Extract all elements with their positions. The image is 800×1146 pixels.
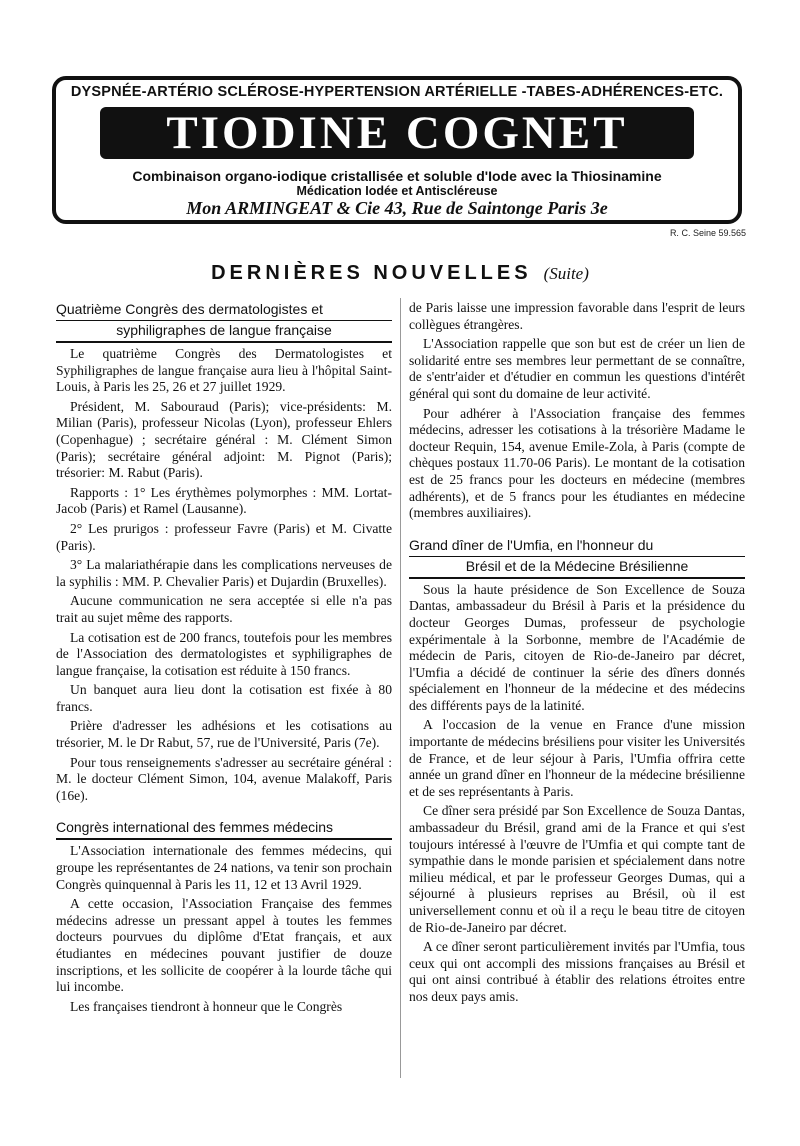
paragraph: Un banquet aura lieu dont la cotisation est fixée à 80 francs. (56, 682, 392, 714)
article-title-line: Quatrième Congrès des dermatologistes et (56, 300, 392, 321)
paragraph: Ce dîner sera présidé par Son Excellence de Souza Dantas, ambassadeur du Brésil, grand ami de la France et qui s'est toujours intéressé à l'œuvre de l'Umfia et qui compte tant de sympathie dans le monde parisien et spécialement dans notre milieu médical, et par le professeur Georges Dumas, qui a séjourné à plusieurs reprises au Brésil, où il est universellement connu et où il a reçu le beau titre de citoyen de Rio-de-Janeiro par décret. (409, 803, 745, 935)
paragraph: Les françaises tiendront à honneur que le Congrès (70, 998, 343, 1014)
paragraph: Pour tous renseignements s'adresser au secrétaire général : M. le docteur Clément Simon, 104, avenue Malakoff, Paris (16e). (56, 754, 392, 803)
paragraph: L'Association internationale des femmes médecins, qui groupe les représentantes de 24 nations, va tenir son prochain Congrès quinquennal à Paris les 11, 12 et 13 Avril 1929. (56, 843, 392, 892)
paragraph: Le quatrième Congrès des Dermatologistes et Syphiligraphes de langue française aura lieu à l'hôpital Saint-Louis, à Paris les 25, 26 et 27 juillet 1929. (56, 346, 392, 395)
left-column (56, 300, 392, 1018)
right-column (409, 300, 745, 1009)
section-title: DERNIÈRES NOUVELLES (211, 262, 532, 284)
ad-brand-name: TIODINE COGNET (100, 107, 694, 159)
paragraph: Sous la haute présidence de Son Excellence de Souza Dantas, ambassadeur du Brésil à Paris et la présidence du docteur Georges Dumas, professeur de psychologie expérimentale à la Sorbonne, membre de l'Académie de médecin de Paris, citoyen de Rio-de-Janeiro par décret, l'Umfia a décidé de continuer la série des dîners donnés spécialement en l'honneur de la médecine et des médecins des différents pays de la latinité. (409, 581, 745, 713)
paragraph: Président, M. Sabouraud (Paris); vice-présidents: M. Milian (Paris), professeur Nicolas (Lyon), professeur Ehlers (Copenhague) ; secrétaire général : M. Clément Simon (Paris); secrétaire général adjoint: M. Pignot (Paris); trésorier: M. Rabut (Paris). (56, 398, 392, 481)
article-title-line: Grand dîner de l'Umfia, en l'honneur du (409, 536, 745, 557)
paragraph: A ce dîner seront particulièrement invités par l'Umfia, tous ceux qui ont accompli des missions françaises au Brésil et qui ont ainsi contribué à établir des relations étroites entre nos deux pays amis. (409, 939, 745, 1004)
section-suite: (Suite) (543, 264, 589, 283)
paragraph: Aucune communication ne sera acceptée si elle n'a pas trait au sujet même des rapports. (56, 593, 392, 625)
column-divider (400, 298, 401, 1078)
paragraph: Prière d'adresser les adhésions et les cotisations au trésorier, M. le Dr Rabut, 57, rue de l'Université, Paris (7e). (56, 718, 392, 751)
paragraph: L'Association rappelle que son but est de créer un lien de solidarité entre ses membres leur permettant de se connaître, de s'entr'aider et d'étudier en commun les questions d'intérêt général qui sont du domaine de leur activité. (409, 336, 745, 401)
advertisement-box (52, 76, 742, 224)
paragraph: A cette occasion, l'Association Française des femmes médecins adresse un pressant appel à toutes les femmes docteurs pourvues du diplôme d'Etat français, et aux étudiantes en médecines pouvant justifier de douze inscriptions, et les sollicite de coopérer à la lourde tâche qui lui incombe. (56, 896, 392, 995)
article-title-line: Brésil et de la Médecine Brésilienne (409, 557, 745, 579)
registration-note: R. C. Seine 59.565 (669, 228, 746, 238)
article-title-line: syphiligraphes de langue française (56, 321, 392, 343)
paragraph: 3° La malariathérapie dans les complications nerveuses de la syphilis : MM. P. Chevalier Paris) et Dujardin (Bruxelles). (56, 557, 392, 589)
ad-indications: DYSPNÉE-ARTÉRIO SCLÉROSE-HYPERTENSION ARTÉRIELLE -TABES-ADHÉRENCES-ETC. (70, 84, 724, 100)
ad-description: Combinaison organo-iodique cristallisée et soluble d'Iode avec la Thiosinamine (132, 168, 662, 184)
paragraph: La cotisation est de 200 francs, toutefois pour les membres de l'Association des dermatologistes et syphiligraphes de langue française, la cotisation est réduite à 150 francs. (56, 629, 392, 678)
section-heading (0, 262, 800, 285)
paragraph: Pour adhérer à l'Association française des femmes médecins, adresser les cotisations à la trésorière Madame le docteur Requin, 154, avenue Emile-Zola, à Paris (compte de chèques postaux 11.70-06 Paris). Le montant de la cotisation est de 25 francs pour les docteurs en médecine (membres adhérents), et de 5 francs pour les étudiantes en médecine (membres auxiliaires). (409, 405, 745, 521)
article-title-umfia-dinner (409, 536, 745, 579)
ad-manufacturer: Mon ARMINGEAT & Cie 43, Rue de Saintonge Paris 3e (186, 198, 608, 218)
ad-medication: Médication Iodée et Antiscléreuse (296, 184, 498, 198)
article-title-dermatologists (56, 300, 392, 343)
paragraph: 2° Les prurigos : professeur Favre (Paris) et M. Civatte (Paris). (56, 520, 392, 553)
paragraph: de Paris laisse une impression favorable dans l'esprit de leurs collègues étrangères. (409, 300, 745, 332)
article-title-line: Congrès international des femmes médecins (56, 818, 392, 840)
article-title-women-doctors (56, 818, 392, 840)
paragraph: Rapports : 1° Les érythèmes polymorphes : MM. Lortat-Jacob (Paris) et Ramel (Lausanne). (56, 484, 392, 517)
paragraph: A l'occasion de la venue en France d'une mission importante de médecins brésiliens pour visiter les Universités de France, et de leur séjour à Paris, l'Umfia offrira cette année un grand dîner en l'honneur de la médecine brésilienne et de ses représentants à Paris. (409, 717, 745, 799)
